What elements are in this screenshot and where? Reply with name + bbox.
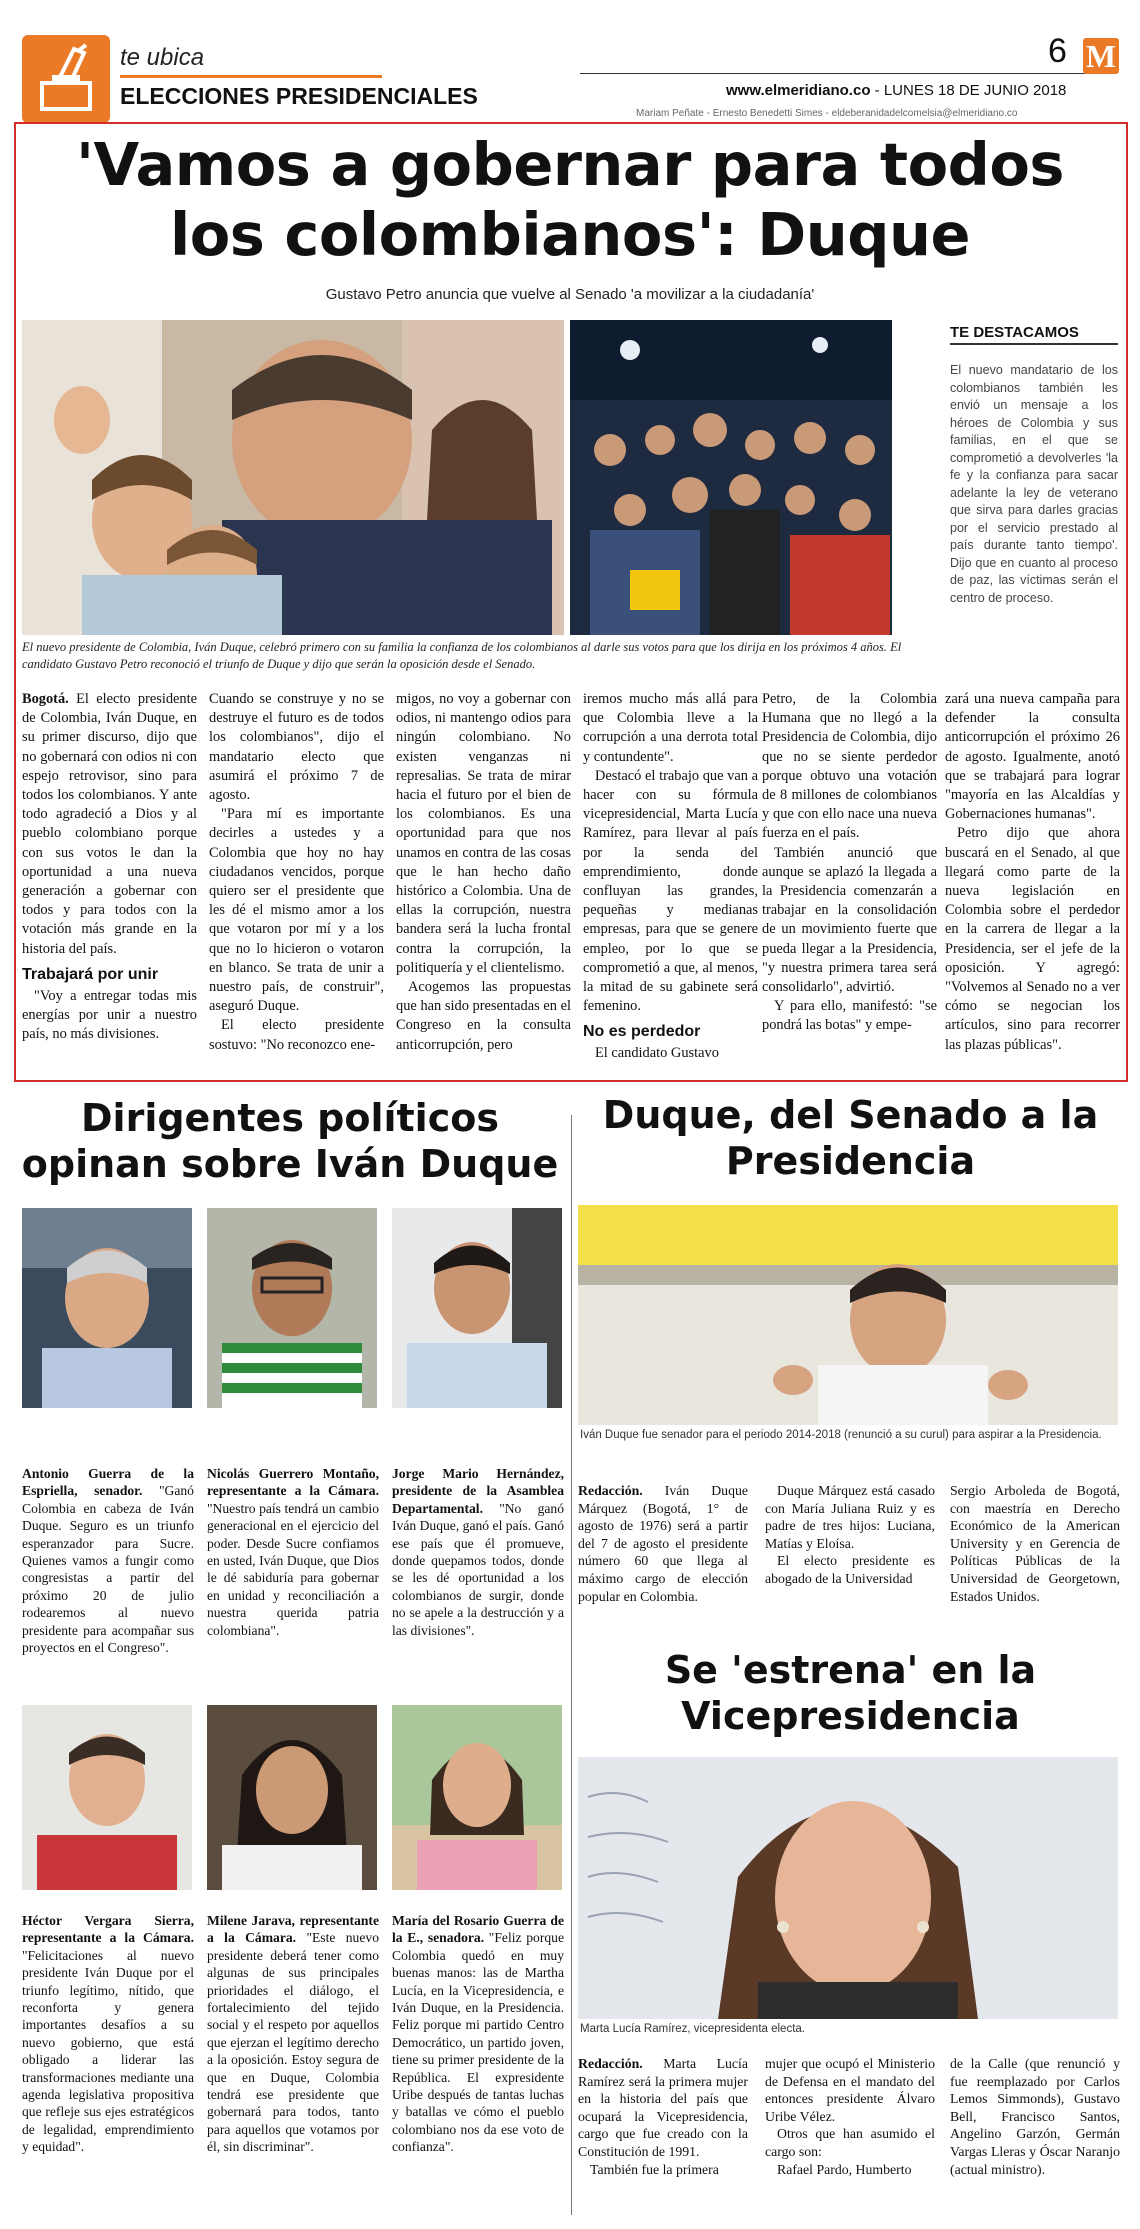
article-paragraph: iremos mucho más allá para que Colombia lleve a la corrupción a una derrota total y contundente".: [583, 691, 758, 765]
marta-photo-caption: Marta Lucía Ramírez, vicepresidenta electa.: [580, 2023, 805, 2035]
article-paragraph: Petro dijo que ahora buscará en el Senado, al que llegará como parte de la nueva legislación en Colombia sobre el perdedor en la carrera de llegar a la Presidencia, ser el jefe de la oposición. Y agregó: "Volvemos al Senado no a ver cómo se negocian los artículos, sino para recorrer las plazas públicas".: [945, 825, 1120, 1053]
article-paragraph: Rafael Pardo, Humberto: [777, 2161, 912, 2177]
main-subheadline: Gustavo Petro anuncia que vuelve al Senado 'a movilizar a la ciudadanía': [325, 286, 815, 303]
politician-quote: [22, 1912, 194, 2156]
byline: Redacción.: [578, 1483, 643, 1498]
politician-name: Antonio Guerra de la Espriella, senador.: [22, 1466, 194, 1499]
article-paragraph: El candidato Gustavo: [595, 1045, 719, 1062]
politician-photo: [392, 1705, 562, 1890]
marta-lucia-photo: [578, 1757, 1118, 2019]
credits-line: Mariam Peñate - Ernesto Benedetti Simes - eldeberanidadelcomelsia@elmeridiano.co: [636, 108, 1018, 119]
article-paragraph: Cuando se construye y no se destruye el futuro es de todos los colombianos", dijo el mandatario electo que asumirá el próximo 7 de agosto.: [209, 691, 384, 804]
section-kicker: te ubica: [120, 44, 205, 71]
dateline: Bogotá.: [22, 691, 69, 707]
article-paragraph: Petro, de la Colombia Humana que no llegó a la Presidencia de Colombia, dijo que no se siente perdedor porque obtuvo una votación de 8 millones de colombianos y que con ello nace una nueva fuerza en el país.: [762, 691, 937, 842]
article-paragraph: "Voy a entregar todas mis energías por unir a nuestro país, no más divisiones.: [22, 987, 197, 1043]
article-column-2: [209, 690, 384, 1055]
politician-photo: [207, 1208, 377, 1408]
vice-column-3: [950, 2055, 1120, 2178]
article-paragraph: También anunció que aunque se aplazó la llegada a la Presidencia comenzarán a trabajar en la consolidación de un movimiento fuerte que pueda llegar a la Presidencia, "y nuestra primera tarea será consolidarlo", advirtió.: [762, 844, 937, 996]
article-paragraph: El electo presidente sostuvo: "No reconozco ene-: [209, 1017, 384, 1053]
article-paragraph: Y para ello, manifestó: "se pondrá las botas" y empe-: [762, 998, 937, 1034]
petro-rally-photo: [570, 320, 892, 635]
article-paragraph: "Para mí es importante decirles a ustedes y a Colombia que hoy no hay ciudadanos vencidos, porque quiero ser el presidente que les dé el mismo amor a los que votaron por mí y a los que no lo hicieron o votaron en blanco. Se trata de unir a nuestro país, de construir", aseguró Duque.: [209, 806, 384, 1015]
sidebar-text: El nuevo mandatario de los colombianos también les envió un mensaje a los héroes de Colombia y sus familias, en el que se comprometió a devolverles 'la fe y la confianza para sacar adelante la ley de veterano que sirva para darles gracias por el servicio prestado al país durante tanto tiempo'. Dijo que en cuanto al proceso de paz, las víctimas serán el centro de proceso.: [950, 363, 1118, 605]
duque-photo-caption: Iván Duque fue senador para el periodo 2014-2018 (renunció a su curul) para aspirar a la Presidencia.: [580, 1429, 1102, 1441]
politician-quote: [207, 1465, 379, 1639]
newspaper-logo: M: [1083, 38, 1119, 74]
column-divider: [571, 1115, 572, 2215]
quote-text: "No ganó Iván Duque, ganó el país. Ganó ese país que él promueve, donde quepamos todos, donde se les dé oportunidad a los colombianos de surgir, donde no se apele a la destrucción y a las divisiones".: [392, 1500, 564, 1638]
article-paragraph: Otros que han asumido el cargo son:: [765, 2126, 935, 2159]
article-subhead: Trabajará por unir: [22, 965, 159, 983]
article-paragraph: Acogemos las propuestas que han sido presentadas en el Congreso en la consulta anticorrupción, pero: [396, 979, 571, 1053]
duque-senate-photo: [578, 1205, 1118, 1425]
politician-name: Héctor Vergara Sierra, representante a la Cámara.: [22, 1913, 194, 1946]
politician-name: Jorge Mario Hernández, presidente de la Asamblea Departamental.: [392, 1466, 564, 1516]
article-subhead: No es perdedor: [583, 1023, 701, 1041]
dirigentes-headline: Dirigentes políticos opinan sobre Iván Duque: [21, 1096, 559, 1186]
article-paragraph: El electo presidente de Colombia, Iván Duque, en su primer discurso, dijo que no gobernará con odios ni con espejo retrovisor, sino para todos los colombianos. Y ante todo agradeció a Dios y al pueblo colombiano porque con sus votos le dan la oportunidad a una nueva generación a gobernar con todos y para todos con la votación más grande en la historia del país.: [22, 691, 197, 957]
politician-photo: [22, 1705, 192, 1890]
quote-text: "Este nuevo presidente deberá tener como algunas de sus principales prioridades el diálogo, el fortalecimiento del tejido social y el respeto por aquellos que ejerzan el legítimo derecho a la oposición. Estoy segura de que en Duque, Colombia tendrá ese presidente que gobernará para todos, tanto para aquellos que votamos por él, sin discriminar".: [207, 1930, 379, 2155]
politician-photo: [22, 1208, 192, 1408]
politician-photo: [392, 1208, 562, 1408]
article-paragraph: También fue la primera: [590, 2161, 719, 2177]
politician-quote: [392, 1465, 564, 1639]
duque-column-3: [950, 1482, 1120, 1605]
politician-quote: [392, 1912, 564, 2156]
site-url[interactable]: www.elmeridiano.co: [726, 82, 871, 99]
sidebar-rule: [950, 343, 1118, 345]
quote-text: "Feliz porque Colombia quedó en muy buenas manos: las de Martha Lucía, en la Vicepresidencia, e Iván Duque, en la Presidencia. Feliz porque mi partido Centro Democrático, un partido joven, tiene su primer presidente de la República. El expresidente Uribe después de tantas luchas y batallas ve cómo el pueblo colombiano nos da ese voto de confianza".: [392, 1930, 564, 2155]
article-column-1: [22, 690, 197, 1044]
article-column-3: [396, 690, 571, 1055]
duque-column-2: [765, 1482, 935, 1588]
section-title: ELECCIONES PRESIDENCIALES: [120, 83, 478, 109]
main-photo-caption: El nuevo presidente de Colombia, Iván Duque, celebró primero con su familia la confianza de los colombianos al darle sus votos para que los dirija en los próximos 4 años. El candidato Gustavo Petro reconoció el triunfo de Duque y dijo que serán la oposición desde el Senado.: [22, 640, 902, 671]
vice-column-1: [578, 2055, 748, 2178]
ballot-box-icon: [22, 35, 110, 123]
quote-text: "Ganó Colombia en cabeza de Iván Duque. Seguro es un triunfo esperanzador para Sucre. Quienes vamos a fungir como congresistas a partir del próximo 20 de julio rodearemos al nuevo presidente para acompañar sus proyectos en el Congreso".: [22, 1483, 194, 1656]
duque-column-1: [578, 1482, 748, 1605]
politician-quote: [207, 1912, 379, 2156]
article-paragraph: Duque Márquez está casado con María Juliana Ruiz y es padre de tres hijos: Luciana, Matías y Eloísa.: [765, 1483, 935, 1551]
politician-name: Nicolás Guerrero Montaño, representante a la Cámara.: [207, 1466, 379, 1499]
article-paragraph: zará una nueva campaña para defender la consulta anticorrupción el próximo 26 de agosto. Igualmente, anotó que se trabajará para lograr "mayoría en las Alcaldías y Gobernaciones humanas".: [945, 691, 1120, 823]
politician-name: Milene Jarava, representante a la Cámara.: [207, 1913, 379, 1946]
sidebar-title: TE DESTACAMOS: [950, 324, 1079, 341]
header-rule: [580, 73, 1088, 74]
issue-date: - LUNES 18 DE JUNIO 2018: [870, 82, 1067, 99]
page-number: 6: [1048, 32, 1067, 70]
politician-quote: [22, 1465, 194, 1656]
article-column-5: [762, 690, 937, 1036]
article-column-6: [945, 690, 1120, 1055]
vice-headline: Se 'estrena' en la Vicepresidencia: [664, 1648, 1037, 1738]
article-paragraph: El electo presidente es abogado de la Universidad: [765, 1553, 935, 1586]
main-headline: 'Vamos a gobernar para todos los colombianos': Duque: [75, 130, 1065, 269]
article-paragraph: Destacó el trabajo que van a hacer con su fórmula vicepresidencial, Marta Lucía Ramírez, para llevar al país por la senda del emprendimiento, donde confluyan las grandes, pequeñas y medianas empresas, para que se genere empleo, por lo que se comprometió a que, al menos, la mitad de su gabinete será femenino.: [583, 767, 758, 1015]
duque-senado-headline: Duque, del Senado a la Presidencia: [602, 1093, 1099, 1183]
duque-family-photo: [22, 320, 564, 635]
site-date-line: [726, 82, 1066, 99]
politician-photo: [207, 1705, 377, 1890]
byline: Redacción.: [578, 2056, 643, 2071]
article-paragraph: migos, no voy a gobernar con odios, ni mantengo odios para ningún colombiano. No existen venganzas ni represalias. Se trata de mirar hacia el futuro por el bien de los colombianos. Es una oportunidad para que nos unamos en contra de las cosas que le han hecho daño histórico a Colombia. Una de ellas la corrupción, nuestra bandera será la lucha frontal contra la corrupción, la politiquería y el clientelismo.: [396, 691, 571, 976]
kicker-rule: [120, 75, 382, 78]
quote-text: "Felicitaciones al nuevo presidente Iván Duque por el triunfo legítimo, nítido, que reconforta y genera importantes desafíos a su nuevo gobierno, que está obligado a liderar las transformaciones mediante una agenda legislativa propositiva que refleje sus ejes estratégicos de legalidad, emprendimiento y equidad".: [22, 1947, 194, 2155]
article-paragraph: mujer que ocupó el Ministerio de Defensa en el mandato del entonces presidente Álvaro Uribe Vélez.: [765, 2056, 935, 2124]
article-paragraph: de la Calle (que renunció y fue reemplazado por Carlos Lemos Simmonds), Gustavo Bell, Francisco Santos, Angelino Garzón, Germán Vargas Lleras y Óscar Naranjo (actual ministro).: [950, 2056, 1120, 2177]
article-column-4: [583, 690, 758, 1064]
article-paragraph: Marta Lucía Ramírez será la primera mujer en la historia del país que ocupará la Vicepresidencia, cargo que fue creado con la Constitución de 1991.: [578, 2056, 748, 2159]
politician-name: María del Rosario Guerra de la E., senadora.: [392, 1913, 564, 1946]
vice-column-2: [765, 2055, 935, 2178]
article-paragraph: Iván Duque Márquez (Bogotá, 1° de agosto de 1976) será a partir del 7 de agosto el presidente número 60 que llega al máximo cargo de elección popular en Colombia.: [578, 1483, 748, 1604]
quote-text: "Nuestro país tendrá un cambio generacional en el ejercicio del poder. Desde Sucre confiamos en usted, Iván Duque, que Dios le dé sabiduría para gobernar en unidad y reconciliación a nuestra querida patria colombiana".: [207, 1500, 379, 1638]
article-paragraph: Sergio Arboleda de Bogotá, con maestría en Derecho Económico de la American University y en Gerencia de Políticas Públicas de la Universidad de Georgetown, Estados Unidos.: [950, 1483, 1120, 1604]
